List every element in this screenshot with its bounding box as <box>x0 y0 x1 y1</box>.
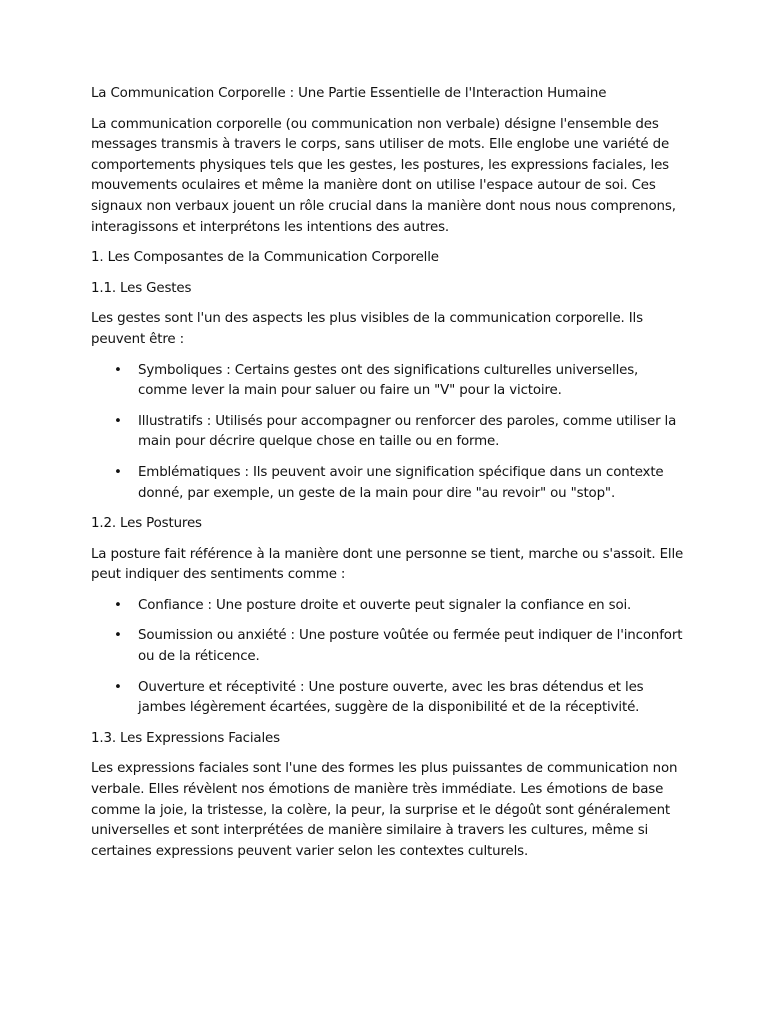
list-item-text: Soumission ou anxiété : Une posture voûtée ou fermée peut indiquer de l'inconfort ou de la réticence. <box>138 628 683 665</box>
list-item <box>91 463 691 504</box>
postures-list <box>91 596 691 719</box>
bullet-icon: • <box>114 597 122 613</box>
list-item-text: Emblématiques : Ils peuvent avoir une signification spécifique dans un contexte donné, par exemple, un geste de la main pour dire "au revoir" ou "stop". <box>138 464 664 501</box>
postures-intro: La posture fait référence à la manière dont une personne se tient, marche ou s'assoit. Elle peut indiquer des sentiments comme : <box>91 546 684 583</box>
bullet-icon: • <box>114 362 122 378</box>
postures-heading: 1.2. Les Postures <box>91 516 202 532</box>
section-1-heading: 1. Les Composantes de la Communication Corporelle <box>91 250 439 266</box>
bullet-icon: • <box>114 413 122 429</box>
bullet-icon: • <box>114 679 122 695</box>
list-item <box>91 361 691 402</box>
list-item <box>91 412 691 453</box>
list-item-text: Ouverture et réceptivité : Une posture ouverte, avec les bras détendus et les jambes légèrement écartées, suggère de la disponibilité et de la réceptivité. <box>138 679 644 716</box>
bullet-icon: • <box>114 628 122 644</box>
list-item-text: Illustratifs : Utilisés pour accompagner ou renforcer des paroles, comme utiliser la main pour décrire quelque chose en taille ou en forme. <box>138 413 677 450</box>
expressions-heading: 1.3. Les Expressions Faciales <box>91 730 280 746</box>
bullet-icon: • <box>114 464 122 480</box>
list-item <box>91 596 691 617</box>
document-title: La Communication Corporelle : Une Partie Essentielle de l'Interaction Humaine <box>91 86 607 101</box>
gestes-intro: Les gestes sont l'un des aspects les plus visibles de la communication corporelle. Ils peuvent être : <box>91 311 643 347</box>
gestes-list <box>91 361 691 505</box>
gestes-heading: 1.1. Les Gestes <box>91 280 192 296</box>
intro-paragraph: La communication corporelle (ou communication non verbale) désigne l'ensemble des messages transmis à travers le corps, sans utiliser de mots. Elle englobe une variété de comportements physiques tels que les gestes, les postures, les expressions faciales, les mouvements oculaires et même la manière dont on utilise l'espace autour de soi. Ces signaux non verbaux jouent un rôle crucial dans la manière dont nous nous comprenons, interagissons et interprétons les intentions des autres. <box>91 116 676 235</box>
list-item-text: Symboliques : Certains gestes ont des significations culturelles universelles, comme lever la main pour saluer ou faire un "V" pour la victoire. <box>138 362 639 399</box>
list-item <box>91 678 691 719</box>
document-page <box>91 84 691 872</box>
list-item-text: Confiance : Une posture droite et ouverte peut signaler la confiance en soi. <box>138 597 632 613</box>
list-item <box>91 626 691 667</box>
expressions-paragraph: Les expressions faciales sont l'une des formes les plus puissantes de communication non verbale. Elles révèlent nos émotions de manière très immédiate. Les émotions de base comme la joie, la tristesse, la colère, la peur, la surprise et le dégoût sont généralement universelles et sont interprétées de manière similaire à travers les cultures, même si certaines expressions peuvent varier selon les contextes culturels. <box>91 761 678 859</box>
